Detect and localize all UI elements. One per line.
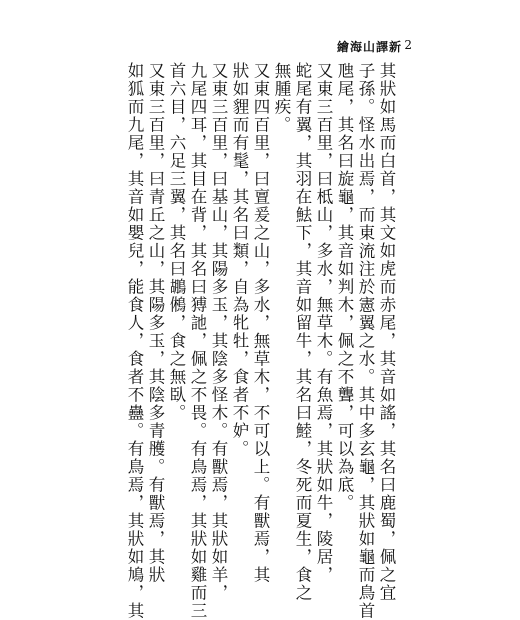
page-number: 2 — [404, 38, 412, 52]
text-column: 其狀如馬而白首，其文如虎而赤尾，其音如謠，其名曰鹿蜀，佩之宜 — [377, 62, 396, 602]
text-column: 蛇尾有翼，其羽在魼下，其音如留牛，其名曰鯥，冬死而夏生，食之 — [293, 62, 312, 602]
text-column: 又東三百里，曰柢山，多水，無草木。有魚焉，其狀如牛，陵居， — [314, 62, 333, 584]
text-column: 虺尾，其名曰旋龜，其音如判木，佩之不聾，可以為底。 — [335, 62, 354, 512]
text-column: 子孫。怪水出焉，而東流注於憲翼之水。其中多玄龜，其狀如龜而鳥首 — [356, 62, 375, 620]
text-column: 狀如貍而有髦，其名曰類，自為牝牡，食者不妒。 — [230, 62, 249, 458]
text-column: 又東三百里，曰基山，其陽多玉，其陰多怪木。有獸焉，其狀如羊， — [209, 62, 228, 602]
text-column: 九尾四耳，其目在背，其名曰猼訑，佩之不畏。有鳥焉，其狀如雞而三 — [188, 62, 207, 620]
text-column: 又東三百里，曰青丘之山，其陽多玉，其陰多青雘。有獸焉，其狀 — [146, 62, 165, 584]
text-columns — [125, 62, 400, 620]
text-column: 無腫疾。 — [272, 62, 291, 134]
text-column: 又東四百里，曰亶爰之山，多水，無草木，不可以上。有獸焉，其 — [251, 62, 270, 584]
text-column: 首六目，六足三翼，其名曰鶘鵂，食之無臥。 — [167, 62, 186, 422]
running-head: 繪海山譯新 — [336, 40, 402, 54]
text-column: 如狐而九尾，其音如嬰兒，能食人，食者不蠱。有鳥焉，其狀如鳩，其 — [125, 62, 144, 620]
